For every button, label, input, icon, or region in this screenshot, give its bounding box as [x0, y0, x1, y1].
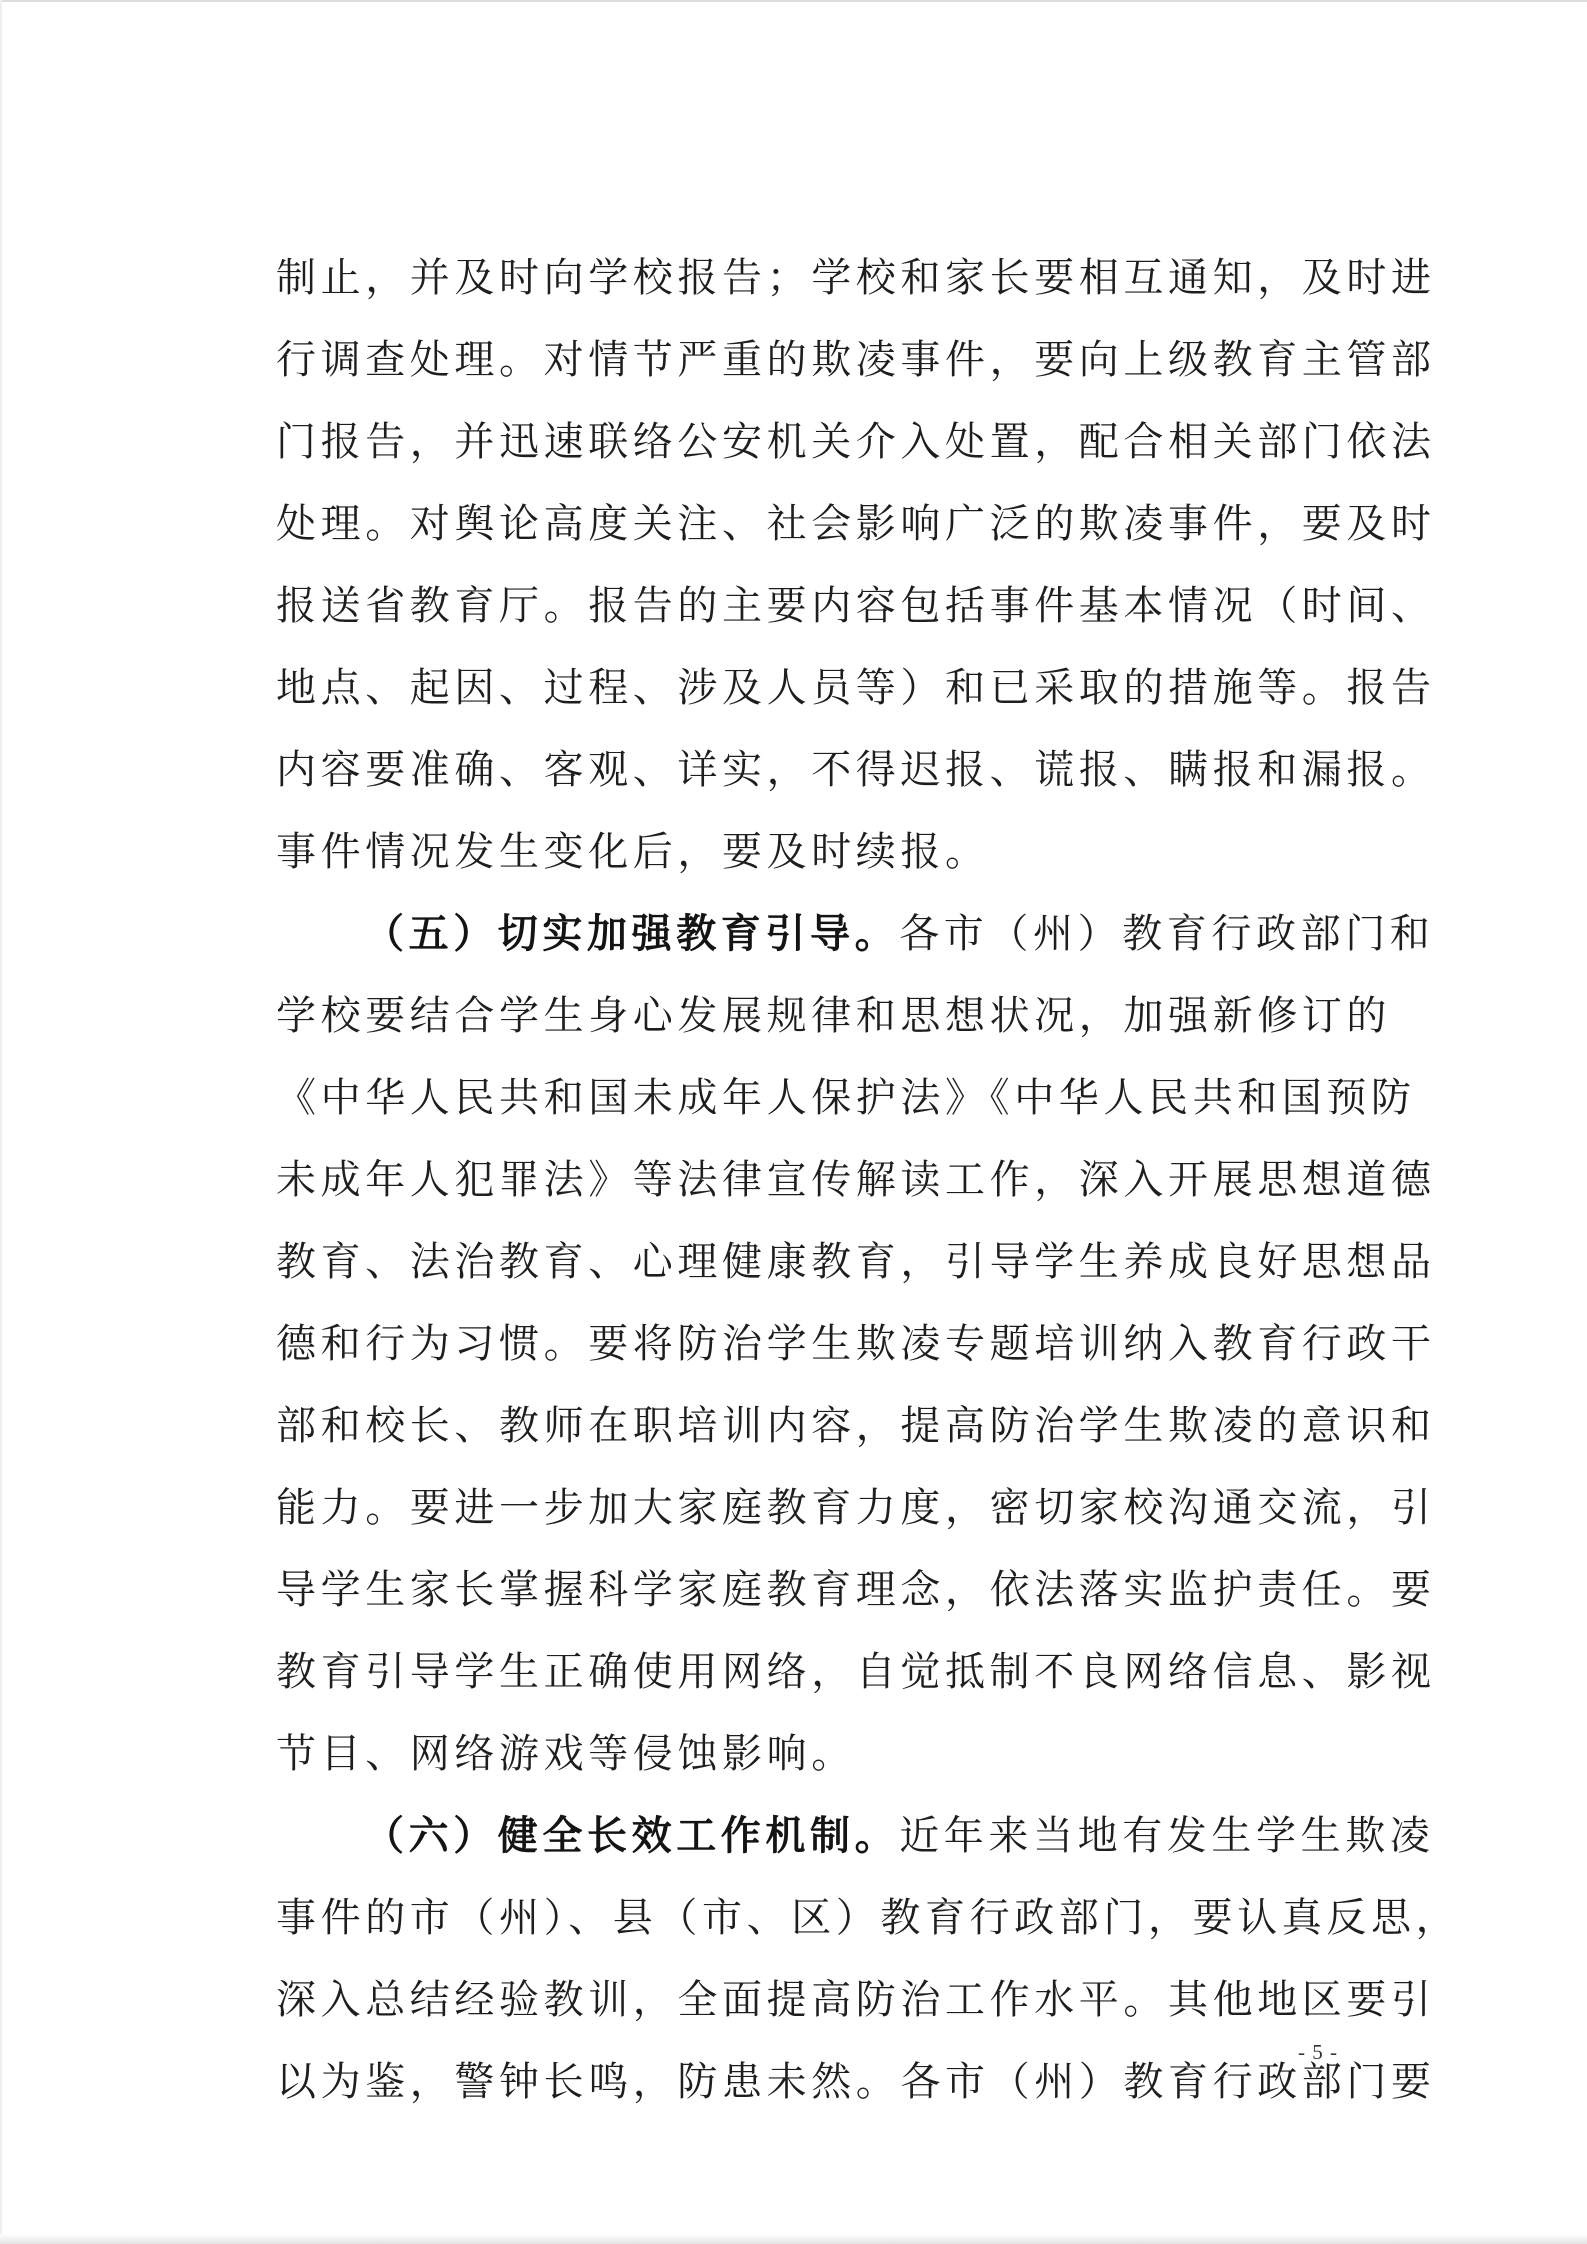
section-heading-6: （六）健全长效工作机制。 — [364, 1812, 900, 1859]
text-line: 事件的市（州）、县（市、区）教育行政部门，要认真反思， — [276, 1895, 1461, 1941]
text-line: 能力。要进一步加大家庭教育力度，密切家校沟通交流，引 — [276, 1485, 1436, 1531]
scan-left-edge — [0, 0, 2, 2244]
text-fragment: 近年来当地有发生学生欺凌 — [899, 1813, 1435, 1859]
paragraph-reporting — [276, 244, 1436, 900]
text-line: 事件情况发生变化后，要及时续报。 — [276, 829, 990, 875]
text-line: 门报告，并迅速联络公安机关介入处置，配合相关部门依法 — [276, 419, 1436, 465]
text-line: 制止，并及时向学校报告；学校和家长要相互通知，及时进 — [276, 255, 1436, 301]
scan-bottom-edge — [0, 2234, 1587, 2244]
text-line: 节目、网络游戏等侵蚀影响。 — [276, 1731, 856, 1777]
paragraph-first-line — [276, 1802, 1435, 1884]
text-line: 深入总结经验教训，全面提高防治工作水平。其他地区要引 — [276, 1977, 1436, 2023]
text-line: 处理。对舆论高度关注、社会影响广泛的欺凌事件，要及时 — [276, 501, 1436, 547]
text-line: 行调查处理。对情节严重的欺凌事件，要向上级教育主管部 — [276, 337, 1436, 383]
text-line: 报送省教育厅。报告的主要内容包括事件基本情况（时间、 — [276, 583, 1436, 629]
text-line: 内容要准确、客观、详实，不得迟报、谎报、瞒报和漏报。 — [276, 747, 1436, 793]
paragraph-education-guidance — [276, 900, 1436, 1802]
paragraph-first-line — [276, 900, 1435, 982]
text-fragment: 各市（州）教育行政部门和 — [899, 911, 1435, 957]
paragraph-long-term-mechanism — [276, 1802, 1461, 2130]
text-line: 德和行为习惯。要将防治学生欺凌专题培训纳入教育行政干 — [276, 1321, 1436, 1367]
text-line: 《中华人民共和国未成年人保护法》《中华人民共和国预防 — [276, 1075, 1416, 1121]
text-line: 以为鉴，警钟长鸣，防患未然。各市（州）教育行政部门要 — [276, 2059, 1436, 2105]
text-line: 部和校长、教师在职培训内容，提高防治学生欺凌的意识和 — [276, 1403, 1436, 1449]
section-heading-5: （五）切实加强教育引导。 — [364, 910, 900, 957]
text-line: 教育引导学生正确使用网络，自觉抵制不良网络信息、影视 — [276, 1649, 1436, 1695]
document-body — [276, 244, 1461, 2130]
page-number: - 5 - — [1298, 2040, 1338, 2064]
text-line: 导学生家长掌握科学家庭教育理念，依法落实监护责任。要 — [276, 1567, 1436, 1613]
text-line: 未成年人犯罪法》等法律宣传解读工作，深入开展思想道德 — [276, 1157, 1436, 1203]
text-line: 教育、法治教育、心理健康教育，引导学生养成良好思想品 — [276, 1239, 1436, 1285]
text-line: 地点、起因、过程、涉及人员等）和已采取的措施等。报告 — [276, 665, 1436, 711]
scan-top-edge — [0, 0, 1587, 2]
text-line: 学校要结合学生身心发展规律和思想状况，加强新修订的 — [276, 993, 1391, 1039]
